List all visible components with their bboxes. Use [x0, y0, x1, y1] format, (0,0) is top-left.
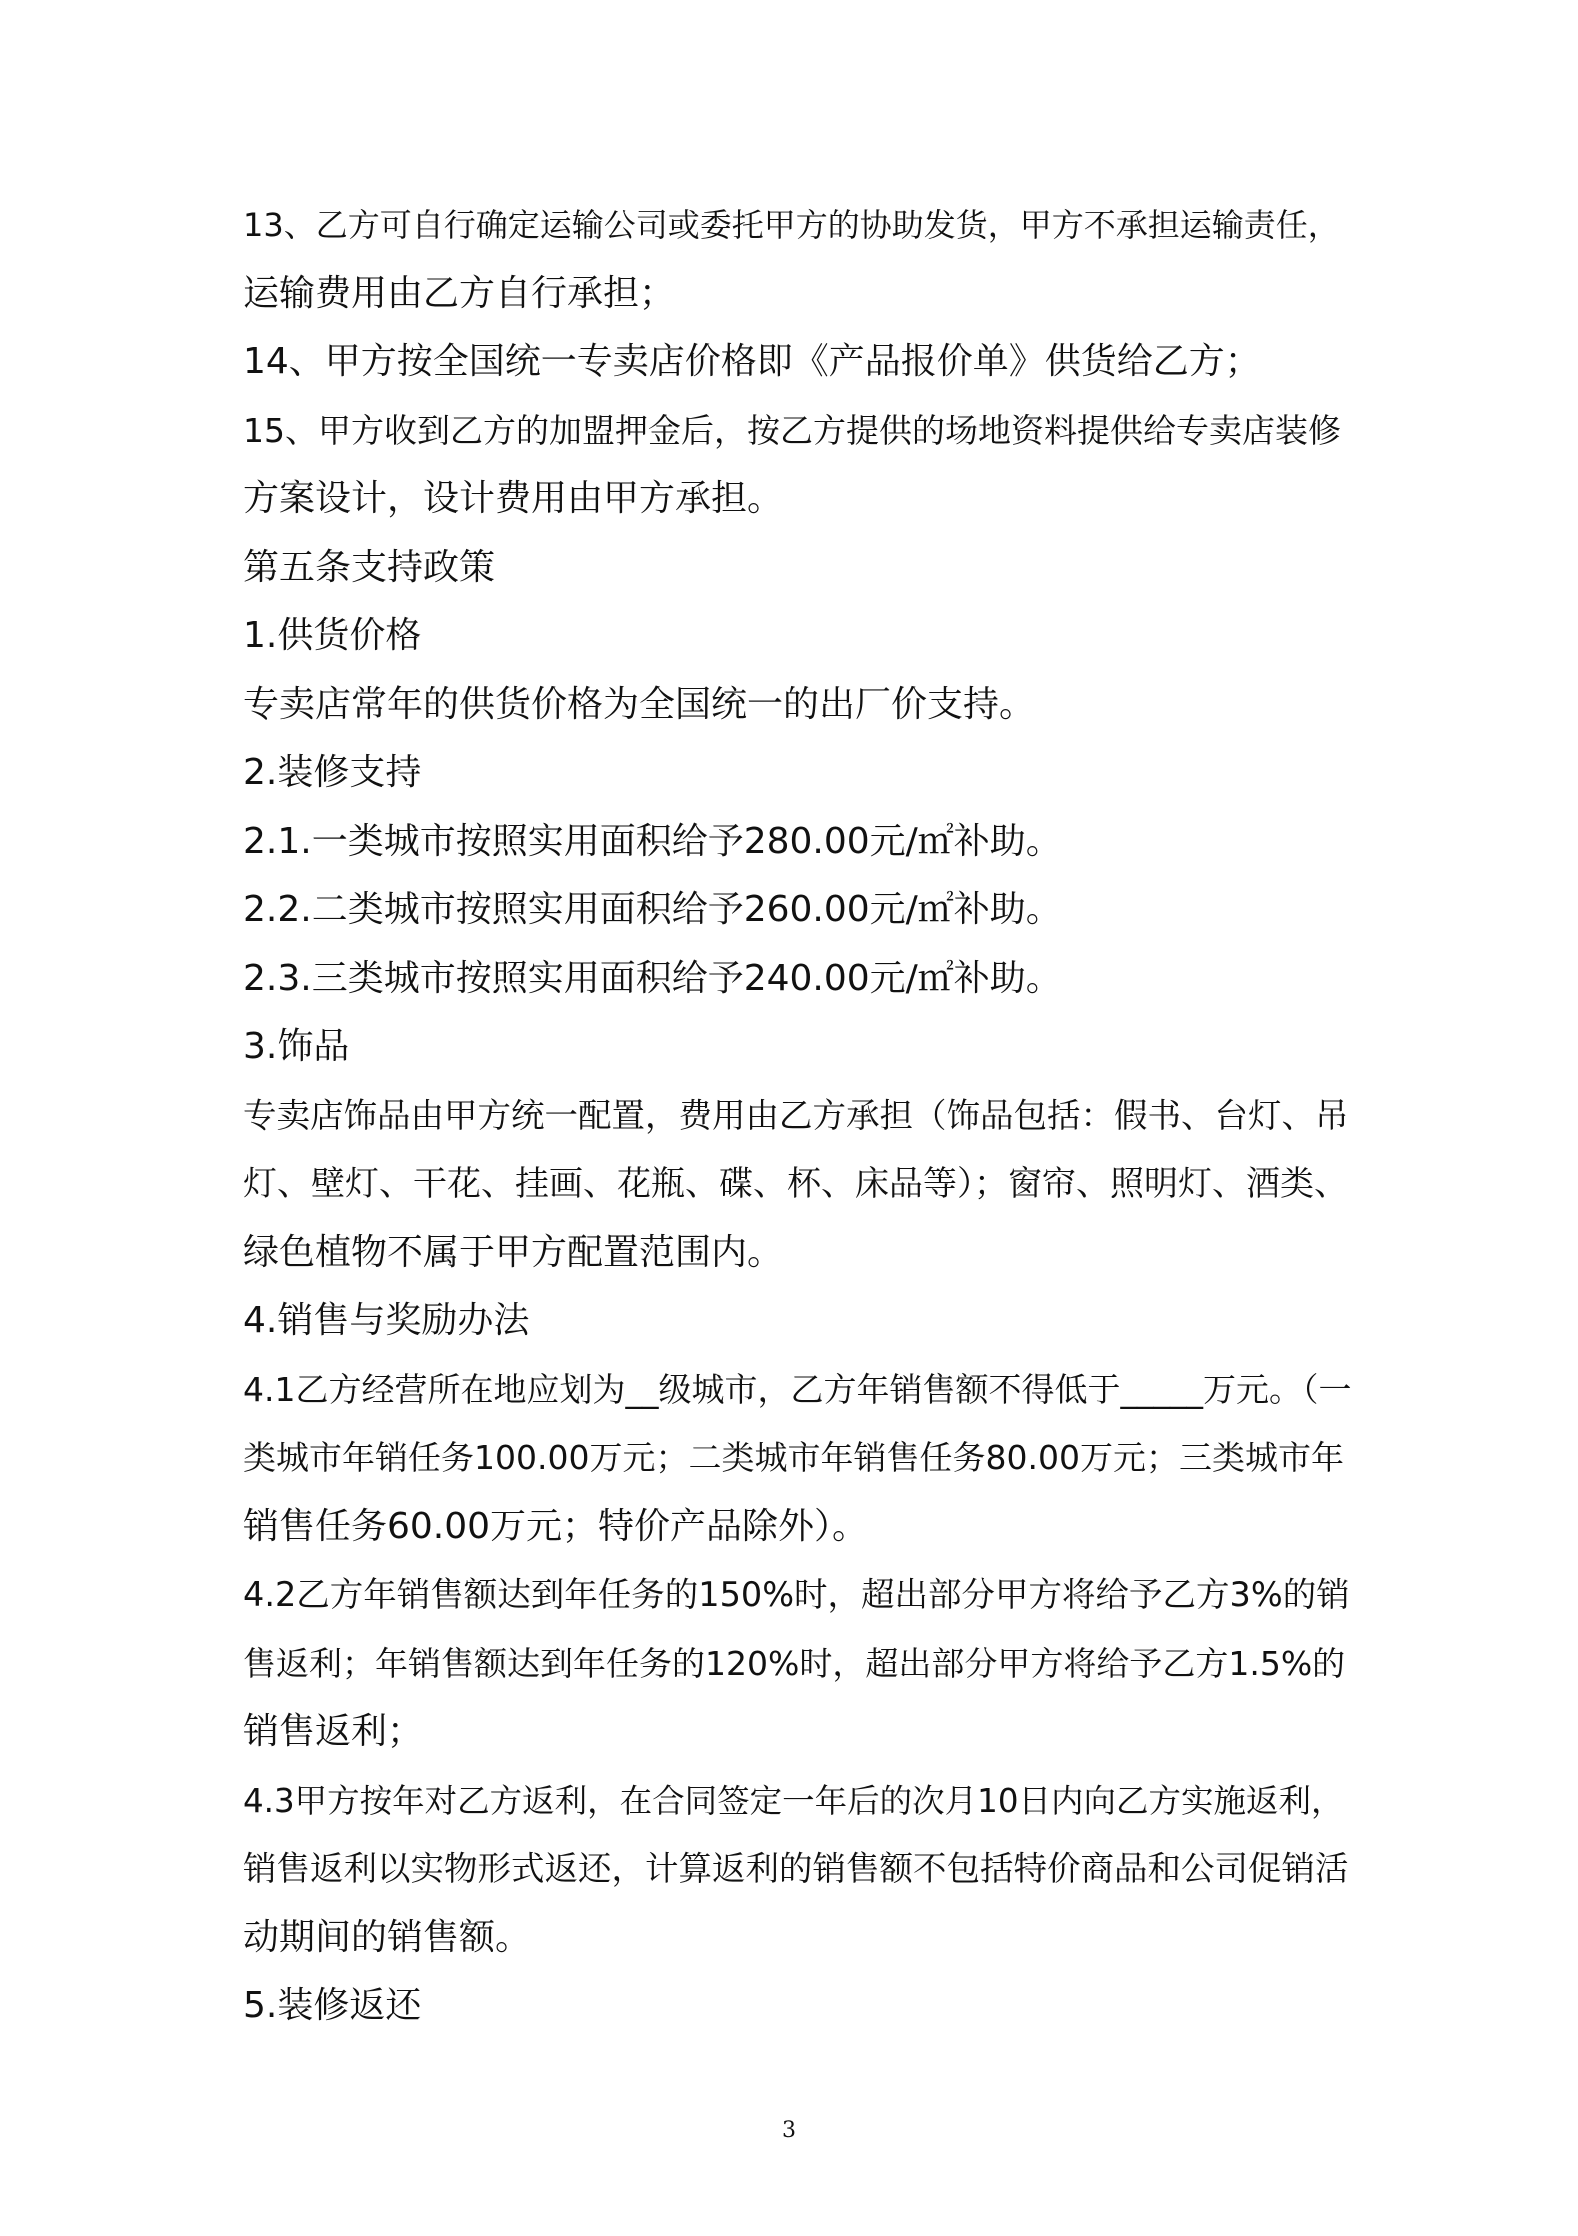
subsection-heading: 3.饰品 [243, 1026, 350, 1067]
text-line: 15、甲方收到乙方的加盟押金后，按乙方提供的场地资料提供给专卖店装修 [243, 410, 1341, 450]
subsection-heading: 4.销售与奖励办法 [243, 1300, 530, 1341]
text-line: 售返利；年销售额达到年任务的120%时，超出部分甲方将给予乙方1.5%的 [243, 1643, 1346, 1683]
subsection-heading: 1.供货价格 [243, 615, 422, 656]
text-line: 2.1.一类城市按照实用面积给予280.00元/㎡补助。 [243, 820, 1062, 862]
text-line: 绿色植物不属于甲方配置范围内。 [243, 1231, 784, 1273]
text-line: 专卖店饰品由甲方统一配置，费用由乙方承担（饰品包括：假书、台灯、吊 [243, 1095, 1349, 1135]
text-line: 13、乙方可自行确定运输公司或委托甲方的协助发货，甲方不承担运输责任， [243, 206, 1340, 244]
subsection-heading: 5.装修返还 [243, 1985, 422, 2026]
page-number: 3 [782, 2118, 796, 2143]
text-line: 4.3甲方按年对乙方返利，在合同签定一年后的次月10日内向乙方实施返利， [243, 1781, 1344, 1820]
text-line: 销售返利； [243, 1711, 424, 1752]
text-line: 销售任务60.00万元；特价产品除外）。 [243, 1505, 869, 1547]
subsection-heading: 2.装修支持 [243, 752, 422, 793]
text-line: 灯、壁灯、干花、挂画、花瓶、碟、杯、床品等）；窗帘、照明灯、酒类、 [243, 1164, 1348, 1204]
text-line: 运输费用由乙方自行承担； [243, 272, 676, 314]
text-line: 4.1乙方经营所在地应划为__级城市，乙方年销售额不得低于_____万元。（一 [243, 1369, 1352, 1409]
document-body [243, 191, 1353, 2041]
text-line: 类城市年销任务100.00万元；二类城市年销售任务80.00万元；三类城市年 [243, 1438, 1344, 1477]
text-line: 销售返利以实物形式返还，计算返利的销售额不包括特价商品和公司促销活 [243, 1849, 1349, 1888]
section-heading: 第五条支持政策 [243, 546, 496, 588]
text-line: 4.2乙方年销售额达到年任务的150%时，超出部分甲方将给予乙方3%的销 [243, 1575, 1350, 1614]
text-line: 动期间的销售额。 [243, 1916, 532, 1958]
text-line: 2.3.三类城市按照实用面积给予240.00元/㎡补助。 [243, 957, 1062, 999]
text-line: 专卖店常年的供货价格为全国统一的出厂价支持。 [243, 683, 1036, 725]
text-line: 方案设计，设计费用由甲方承担。 [243, 478, 784, 519]
text-line: 14、甲方按全国统一专卖店价格即《产品报价单》供货给乙方； [243, 341, 1261, 382]
text-line: 2.2.二类城市按照实用面积给予260.00元/㎡补助。 [243, 889, 1062, 930]
